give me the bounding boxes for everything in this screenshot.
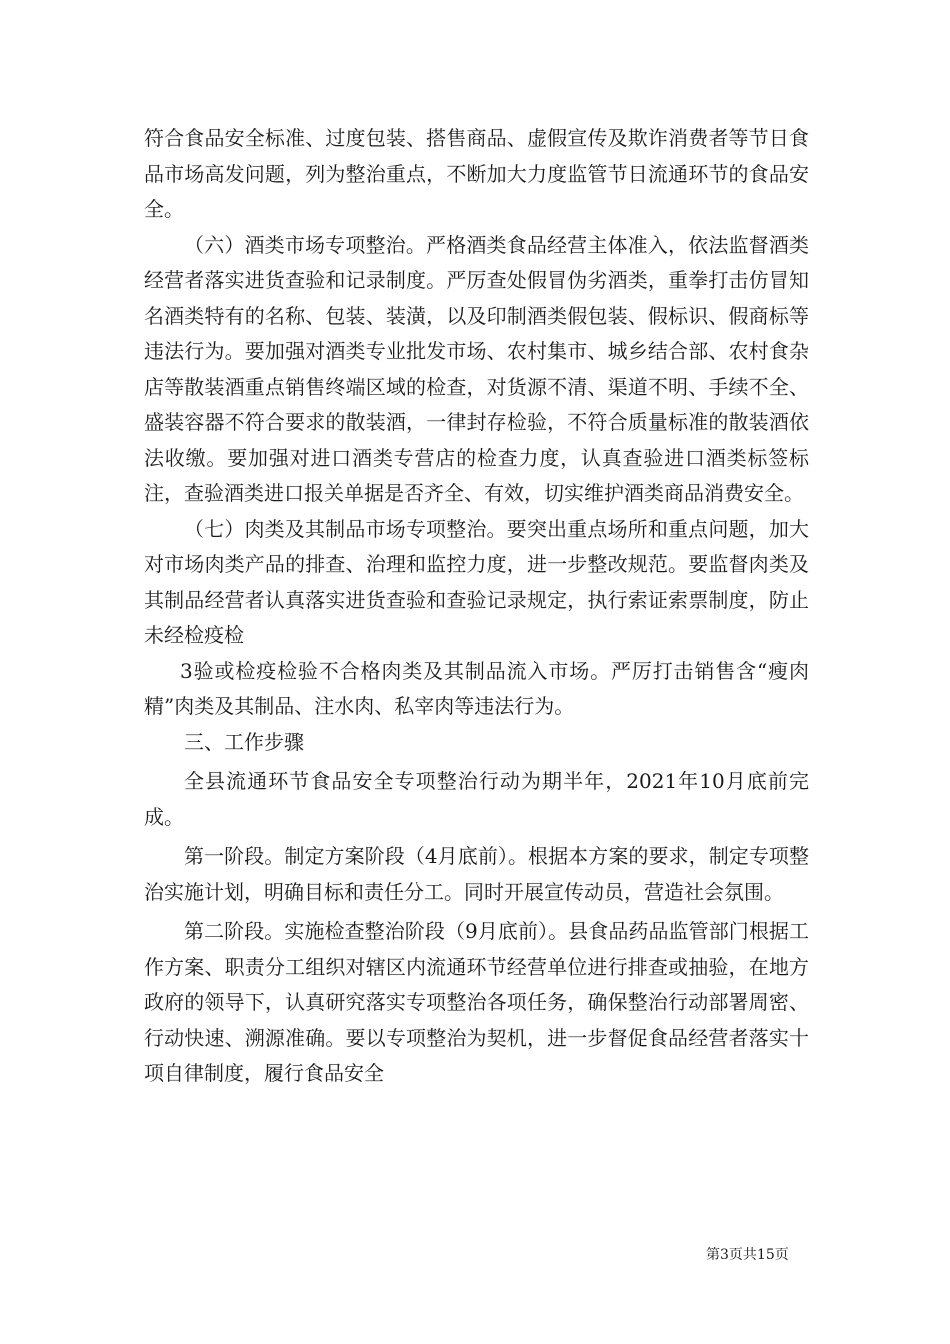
section-heading-work-steps: 三、工作步骤 (184, 729, 304, 754)
paragraph-phase-two: 第二阶段。实施检查整治阶段（9月底前）。县食品药品监管部门根据工作方案、职责分工组织对辖区内流通环节经营单位进行排查或抽验，在地方政府的领导下，认真研究落实专项整治各项任务，确保整治行动部署周密、行动快速、溯源准确。要以专项整治为契机，进一步督促食品经营者落实十项自律制度，履行食品安全 (144, 919, 809, 1085)
paragraph-duration: 全县流通环节食品安全专项整治行动为期半年，2021年10月底前完成。 (144, 769, 809, 829)
paragraph-phase-one: 第一阶段。制定方案阶段（4月底前）。根据本方案的要求，制定专项整治实施计划，明确目标和责任分工。同时开展宣传动员，营造社会氛围。 (144, 844, 809, 904)
page-number: 第3页共15页 (706, 1247, 789, 1263)
paragraph-meat-continued: 3验或检疫检验不合格肉类及其制品流入市场。严厉打击销售含“瘦肉精”肉类及其制品、注水肉、私宰肉等违法行为。 (144, 658, 809, 718)
paragraph-continuation: 符合食品安全标准、过度包装、搭售商品、虚假宣传及欺诈消费者等节日食品市场高发问题，列为整治重点，不断加大力度监管节日流通环节的食品安全。 (144, 126, 809, 221)
document-body (144, 121, 809, 1092)
paragraph-liquor-market: （六）酒类市场专项整治。严格酒类食品经营主体准入，依法监督酒类经营者落实进货查验和记录制度。严厉查处假冒伪劣酒类，重拳打击仿冒知名酒类特有的名称、包装、装潢，以及印制酒类假包装、假标识、假商标等违法行为。要加强对酒类专业批发市场、农村集市、城乡结合部、农村食杂店等散装酒重点销售终端区域的检查，对货源不清、渠道不明、手续不全、盛装容器不符合要求的散装酒，一律封存检验，不符合质量标准的散装酒依法收缴。要加强对进口酒类专营店的检查力度，认真查验进口酒类标签标注，查验酒类进口报关单据是否齐全、有效，切实维护酒类商品消费安全。 (144, 232, 809, 505)
paragraph-meat-market: （七）肉类及其制品市场专项整治。要突出重点场所和重点问题，加大对市场肉类产品的排查、治理和监控力度，进一步整改规范。要监督肉类及其制品经营者认真落实进货查验和查验记录规定，执行索证索票制度，防止未经检疫检 (144, 516, 809, 647)
